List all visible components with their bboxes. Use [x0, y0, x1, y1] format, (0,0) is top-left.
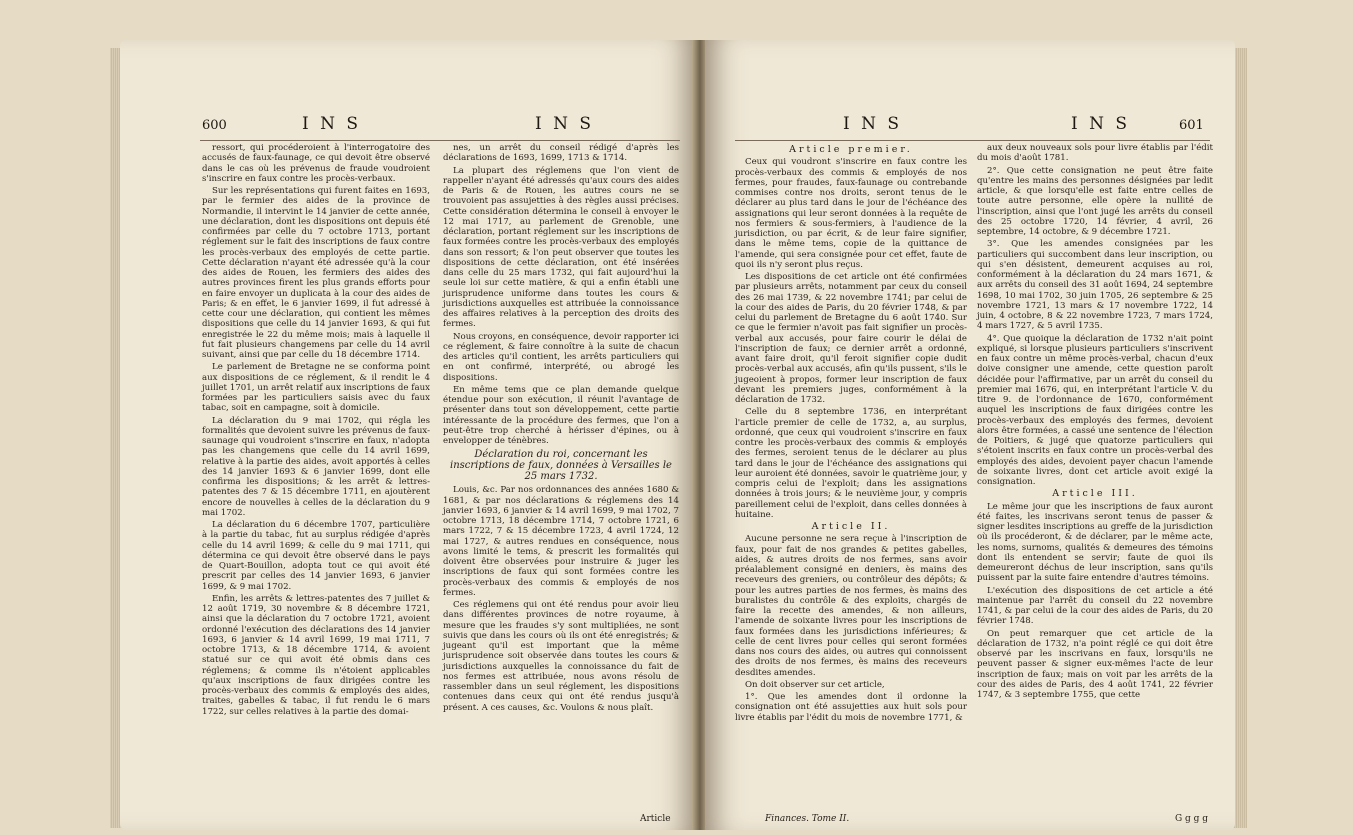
signature-mark: G g g g — [1175, 814, 1209, 824]
left-column-2 — [443, 143, 679, 818]
paragraph: Ces réglemens qui ont été rendus pour avoir lieu dans différentes provinces de notre royaume, à mesure que les fraudes s'y sont multipliées, ne sont suivis que dans les cours où ils ont été enregistrés; & jugeant qu'il est important que la même jurisprudence soit observée dans toutes les cours & jurisdictions auxquelles la connoissance du fait de nos fermes est attribuée, nous avons résolu de rassembler dans un seul réglement, les dispositions contenues dans ceux qui ont été rendus jusqu'à présent. A ces causes, &c. Voulons & nous plaît. — [443, 600, 679, 713]
paragraph: On doit observer sur cet article, — [745, 679, 885, 690]
running-head-left-1: I N S — [302, 114, 362, 134]
paragraph: L'exécution des dispositions de cet article a été maintenue par l'arrêt du conseil du 22 novembre 1741, & par celui de la cour des aides de Paris, du 20 février 1748. — [977, 585, 1213, 627]
paragraph: 1°. Que les amendes dont il ordonne la consignation ont été assujetties aux huit sols pour livre établis par l'édit du mois de novembre 1771, & — [735, 692, 967, 723]
article-heading: Article III. — [1052, 488, 1138, 500]
left-page — [120, 40, 695, 830]
paragraph: Louis, &c. Par nos ordonnances des années 1680 & 1681, & par nos déclarations & réglemens des 14 janvier 1693, 6 janvier & 14 avril 1699, 9 mai 1702, 7 octobre 1713, 18 décembre 1714, 7 octobre 1721, 6 mars 1722, 7 & 15 décembre 1723, 4 avril 1724, 12 mai 1727, & autres rendues en conséquence, nous avons limité le tems, & prescrit les formalités qui doivent être observées pour instruire & juger les inscriptions de faux qui sont formées contre les procès-verbaux des commis & employés de nos fermes. — [443, 485, 679, 598]
declaration-heading: Déclaration du roi, concernant les inscriptions de faux, données à Versailles le 25 mars 1732. — [450, 449, 672, 483]
paragraph: On peut remarquer que cet article de la déclaration de 1732, n'a point réglé ce qui doit être observé par les inscrivans en faux, lorsqu'ils ne peuvent passer & signer eux-mêmes l'acte de leur inscription de faux; mais on voit par les arrêts de la cour des aides de Paris, des 4 août 1741, 22 février 1747, & 3 septembre 1755, que cette — [977, 628, 1213, 700]
head-rule-left — [200, 140, 680, 141]
paragraph: Aucune personne ne sera reçue à l'inscription de faux, pour fait de nos grandes & petites gabelles, aides, & autres droits de nos fermes, sans avoir préalablement consigné en deniers, ès mains des receveurs des greniers, ou contrôleur des dépôts; & pour les autres parties de nos fermes, ès mains des buralistes du contrôle & des exploits, chargés de faire la recette des amendes, & non ailleurs, l'amende de soixante livres pour les inscriptions de faux formées dans les jurisdictions inférieures; & celle de cent livres pour celles qui seront formées dans nos cours des aides, ou autres qui connoissent des droits de nos fermes, ès mains des receveurs desdites amendes. — [735, 534, 967, 678]
paragraph: 3°. Que les amendes consignées par les particuliers qui succombent dans leur inscription, ou qui s'en désistent, demeurent acquises au roi, conformément à la déclaration du 24 mars 1671, & aux arrêts du conseil des 31 août 1694, 24 septembre 1698, 10 mai 1702, 30 juin 1705, 26 septembre & 25 novembre 1721, 13 mars & 17 novembre 1722, 14 juin, 4 octobre, 8 & 22 novembre 1723, 7 mars 1724, 4 mars 1727, & 5 avril 1735. — [977, 239, 1213, 332]
right-page — [705, 40, 1235, 830]
paragraph: Celle du 8 septembre 1736, en interprétant l'article premier de celle de 1732, a, au surplus, ordonné, que ceux qui voudroient s'inscrire en faux contre les procès-verbaux des commis & employés des fermes, seroient tenus de le déclarer au plus tard dans le jour de l'échéance des assignations qui leur auroient été données, savoir le quatrième jour, y compris celui de l'exploit; dans les assignations données à trois jours; & le neuvième jour, y compris pareillement celui de l'exploit, dans celles données à huitaine. — [735, 407, 967, 520]
paragraph: Le parlement de Bretagne ne se conforma point aux dispositions de ce réglement, & il rendit le 4 juillet 1701, un arrêt relatif aux inscriptions de faux formées par les particuliers saisis avec du faux tabac, soit en campagne, soit à domicile. — [202, 362, 430, 414]
running-head-right-1: I N S — [843, 114, 903, 134]
running-head-right-2: I N S — [1071, 114, 1131, 134]
paragraph: 2°. Que cette consignation ne peut être faite qu'entre les mains des personnes désignées par ledit article, & que lorsqu'elle est faite entre celles de toute autre personne, elle opère la nullité de l'inscription, ainsi que l'ont jugé les arrêts du conseil des 25 octobre 1720, 14 février, 4 avril, 26 septembre, 14 octobre, & 9 décembre 1721. — [977, 165, 1213, 237]
article-heading: Article premier. — [789, 144, 913, 155]
running-head-left-2: I N S — [535, 114, 595, 134]
page-number-right: 601 — [1179, 118, 1204, 133]
paragraph: La plupart des réglemens que l'on vient de rappeller n'ayant été adressés qu'aux cours des aides de Paris & de Rouen, les autres cours ne se trouvoient pas assujetties à des règles aussi précises. Cette considération détermina le conseil à envoyer le 12 mai 1717, au parlement de Grenoble, une déclaration, portant réglement sur les inscriptions de faux formées contre les procès-verbaux des employés dans son ressort; & l'on peut observer que toutes les dispositions de cette déclaration, ont été insérées dans celle du 25 mars 1732, qui fait aujourd'hui la seule loi sur cette matière, & qui a enfin établi une jurisprudence uniforme dans toutes les cours & jurisdictions auxquelles est attribuée la connoissance des affaires relatives à la perception des droits des fermes. — [443, 165, 679, 330]
page-edges-right — [1233, 48, 1247, 828]
head-rule-right — [735, 140, 1210, 141]
paragraph: La déclaration du 9 mai 1702, qui régla les formalités que devoient suivre les prévenus de faux-saunage qui voudroient s'inscrire en faux, n'adopta pas les changemens que celle du 14 avril 1699, relative à la partie des aides, avoit apportés à celles des 14 janvier 1693 & 6 janvier 1699, dont elle confirma les dispositions; & les arrêt & lettres-patentes des 7 & 15 décembre 1711, en ajoutèrent encore de nouvelles à celles de la déclaration du 9 mai 1702. — [202, 415, 430, 518]
catchword: Article — [640, 814, 671, 824]
paragraph: La déclaration du 6 décembre 1707, particulière à la partie du tabac, fut au surplus rédigée d'après celle du 14 avril 1699; & celle du 9 mai 1711, qui détermina ce qui devoit être observé dans le pays de Quart-Bouillon, adopta tout ce qui avoit été prescrit par celles des 14 janvier 1693, 6 janvier 1699, & 9 mai 1702. — [202, 520, 430, 592]
paragraph: Nous croyons, en conséquence, devoir rapporter ici ce réglement, & faire connoître à la suite de chacun des articles qu'il contient, les arrêts particuliers qui en ont confirmé, interprété, ou abrogé les dispositions. — [443, 331, 679, 383]
paragraph: 4°. Que quoique la déclaration de 1732 n'ait point expliqué, si lorsque plusieurs particuliers s'inscrivent en faux contre un même procès-verbal, chacun d'eux doive consigner une amende, cette question paroît décidée pour l'affirmative, par un arrêt du conseil du premier mai 1676, qui, en interprétant l'article V. du titre 9. de l'ordonnance de 1670, conformément auquel les inscriptions de faux dirigées contre les procès-verbaux des employés des fermes, devoient alors être formées, a cassé une sentence de l'élection de Poitiers, & jugé que quatorze particuliers qui s'étoient inscrits en faux contre un procès-verbal des employés des aides, devoient payer chacun l'amende de soixante livres, dont cet article avoit exigé la consignation. — [977, 333, 1213, 487]
paragraph: Sur les représentations qui furent faites en 1693, par le fermier des aides de la province de Normandie, il intervint le 14 janvier de cette année, une déclaration, dont les dispositions ont depuis été confirmées par celle du 7 octobre 1713, portant réglement sur le fait des inscriptions de faux contre les procès-verbaux des employés de cette partie. Cette déclaration n'ayant été adressée qu'à la cour des aides de Rouen, les fermiers des aides des autres provinces firent les plus grands efforts pour en faire envoyer un duplicata à la cour des aides de Paris; & en effet, le 6 janvier 1699, il fut adressé à cette cour une déclaration, qui contient les mêmes dispositions que celle du 14 janvier 1693, & qui fut enregistrée le 22 du même mois; mais à laquelle il fut fait plusieurs changemens par celle du 14 avril suivant, ainsi que par celle du 18 décembre 1714. — [202, 186, 430, 360]
paragraph: Les dispositions de cet article ont été confirmées par plusieurs arrêts, notamment par ceux du conseil des 26 mai 1739, & 22 novembre 1741; par celui de la cour des aides de Paris, du 20 février 1748, & par celui du parlement de Bretagne du 6 août 1740. Sur ce que le fermier n'avoit pas fait signifier un procès-verbal aux accusés, pour faire courir le délai de l'inscription de faux; ce dernier arrêt a ordonné, avant faire droit, qu'il feroit signifier copie dudit procès-verbal aux accusés, afin qu'ils pussent, s'ils le jugeoient à propos, former leur inscription de faux devant les premiers juges, conformément à la déclaration de 1732. — [735, 272, 967, 405]
paragraph: Le même jour que les inscriptions de faux auront été faites, les inscrivans seront tenus de passer & signer lesdites inscriptions au greffe de la jurisdiction où ils procéderont, & de déclarer, par le même acte, les noms, surnoms, qualités & demeures des témoins dont ils entendent se servir; faute de quoi ils demeureront déchus de leur inscription, sans qu'ils puissent par la suite faire entendre d'autres témoins. — [977, 501, 1213, 584]
paragraph: Enfin, les arrêts & lettres-patentes des 7 juillet & 12 août 1719, 30 novembre & 8 décembre 1721, ainsi que la déclaration du 7 octobre 1721, avoient ordonné l'exécution des déclarations des 14 janvier 1693, 6 janvier & 14 avril 1699, 19 mai 1711, 7 octobre 1713, & 18 décembre 1714, & avoient statué sur ce qui avoit été obmis dans ces réglemens; & comme ils n'étoient applicables qu'aux inscriptions de faux dirigées contre les procès-verbaux des commis & employés des aides, traites, gabelles & tabac, il fut rendu le 6 mars 1722, sur celles relatives à la partie des domai- — [202, 593, 430, 717]
right-column-2 — [977, 143, 1213, 818]
left-column-1 — [202, 143, 430, 818]
paragraph: En même tems que ce plan demande quelque étendue pour son exécution, il réunit l'avantage de présenter dans tout son développement, cette partie intéressante de la procédure des fermes, que l'on a peut-être trop cherché à hérisser d'épines, ou à envelopper de ténèbres. — [443, 384, 679, 446]
right-column-1 — [735, 143, 967, 818]
paragraph: nes, un arrêt du conseil rédigé d'après les déclarations de 1693, 1699, 1713 & 1714. — [443, 143, 679, 164]
paragraph: aux deux nouveaux sols pour livre établis par l'édit du mois d'août 1781. — [977, 143, 1213, 164]
article-heading: Article II. — [811, 521, 891, 532]
footer-signature: Finances. Tome II. — [765, 814, 850, 824]
paragraph: ressort, qui procéderoient à l'interrogatoire des accusés de faux-faunage, ce qui devoit être observé dans le cas où les prévenus de fraude voudroient s'inscrire en faux contre les procès-verbaux. — [202, 143, 430, 184]
paragraph: Ceux qui voudront s'inscrire en faux contre les procès-verbaux des commis & employés de nos fermes, pour fraudes, faux-faunage ou contrebande commises contre nos droits, seront tenus de le déclarer au plus tard dans le jour de l'échéance des assignations qui leur seront données à la requête de nos fermiers & sous-fermiers, à l'audience de la jurisdiction, ou par écrit, & de leur faire signifier, dans le même tems, copie de la quittance de l'amende, qui sera consignée pour cet effet, faute de quoi ils n'y seront plus reçus. — [735, 157, 967, 270]
page-number-left: 600 — [202, 118, 227, 133]
